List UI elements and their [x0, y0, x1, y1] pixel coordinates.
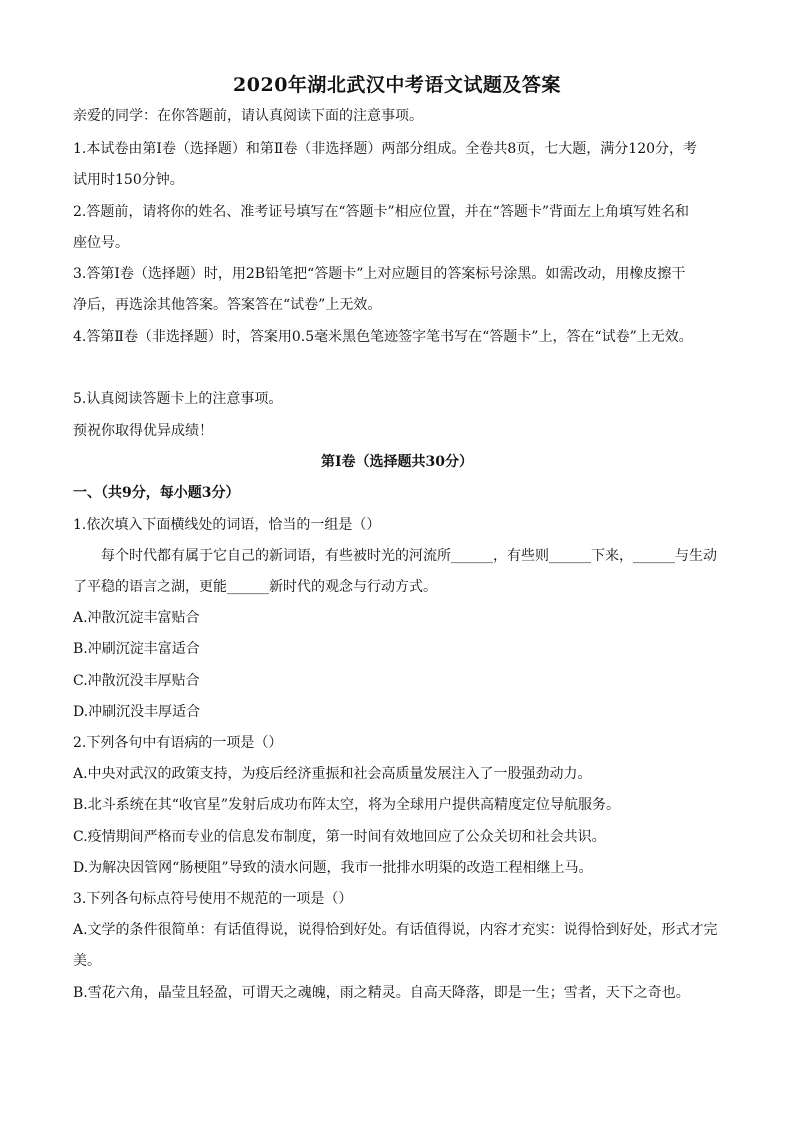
- question-1-option-d: D.冲刷沉没丰厚适合: [73, 704, 201, 720]
- notice-item-3-line-1: 3.答第Ⅰ卷（选择题）时，用2B铅笔把“答题卡”上对应题目的答案标号涂黑。如需改动，用橡皮擦干: [73, 266, 686, 282]
- notice-item-1-line-1: 1.本试卷由第Ⅰ卷（选择题）和第Ⅱ卷（非选择题）两部分组成。全卷共8页，七大题，满分120分，考: [73, 141, 698, 157]
- notice-item-1-line-2: 试用时150分钟。: [73, 172, 184, 188]
- notice-item-4: 4.答第Ⅱ卷（非选择题）时，答案用0.5毫米黑色笔迹签字笔书写在“答题卡”上，答在“试卷”上无效。: [73, 329, 693, 345]
- question-3-stem: 3.下列各句标点符号使用不规范的一项是（）: [73, 891, 353, 907]
- question-1-option-b: B.冲刷沉淀丰富适合: [73, 641, 200, 657]
- question-3-option-a-line-2: 美。: [73, 953, 101, 969]
- question-1-stem: 1.依次填入下面横线处的词语，恰当的一组是（）: [73, 517, 381, 533]
- question-2-option-d: D.为解决因管网“肠梗阻”导致的渍水问题，我市一批排水明渠的改造工程相继上马。: [73, 860, 593, 876]
- question-2-stem: 2.下列各句中有语病的一项是（）: [73, 735, 283, 751]
- question-3-option-a-line-1: A.文学的条件很简单：有话值得说，说得恰到好处。有话值得说，内容才充实：说得恰到好处，形式才完: [73, 922, 718, 938]
- notice-item-3-line-2: 净后，再选涂其他答案。答案答在“试卷”上无效。: [73, 297, 382, 313]
- question-1-option-c: C.冲散沉没丰厚贴合: [73, 673, 200, 689]
- notice-item-5: 5.认真阅读答题卡上的注意事项。: [73, 391, 283, 407]
- notice-item-2-line-2: 座位号。: [73, 235, 129, 251]
- question-3-option-b: B.雪花六角，晶莹且轻盈，可谓天之魂魄，雨之精灵。自高天降落，即是一生；雪者，天下之奇也。: [73, 985, 690, 1001]
- question-2-option-b: B.北斗系统在其“收官星”发射后成功布阵太空，将为全球用户提供高精度定位导航服务。: [73, 797, 621, 813]
- question-1-option-a: A.冲散沉淀丰富贴合: [73, 610, 200, 626]
- question-1-passage-line-2: 了平稳的语言之湖，更能______新时代的观念与行动方式。: [73, 579, 437, 595]
- question-1-passage-line-1: 每个时代都有属于它自己的新词语，有些被时光的河流所______，有些则______下来，______与生动: [101, 548, 717, 564]
- question-2-option-c: C.疫情期间严格而专业的信息发布制度，第一时间有效地回应了公众关切和社会共识。: [73, 829, 606, 845]
- part-1-heading: 一、（共9分，每小题3分）: [73, 485, 240, 501]
- question-2-option-a: A.中央对武汉的政策支持，为疫后经济重振和社会高质量发展注入了一股强劲动力。: [73, 766, 592, 782]
- page-title: 2020年湖北武汉中考语文试题及答案: [233, 74, 561, 96]
- section-title: 第Ⅰ卷（选择题共30分）: [320, 454, 474, 470]
- notice-item-2-line-1: 2.答题前，请将你的姓名、准考证号填写在“答题卡”相应位置，并在“答题卡”背面左上角填写姓名和: [73, 204, 689, 220]
- notice-wish: 预祝你取得优异成绩！: [73, 423, 213, 439]
- notice-greeting: 亲爱的同学：在你答题前，请认真阅读下面的注意事项。: [73, 108, 423, 124]
